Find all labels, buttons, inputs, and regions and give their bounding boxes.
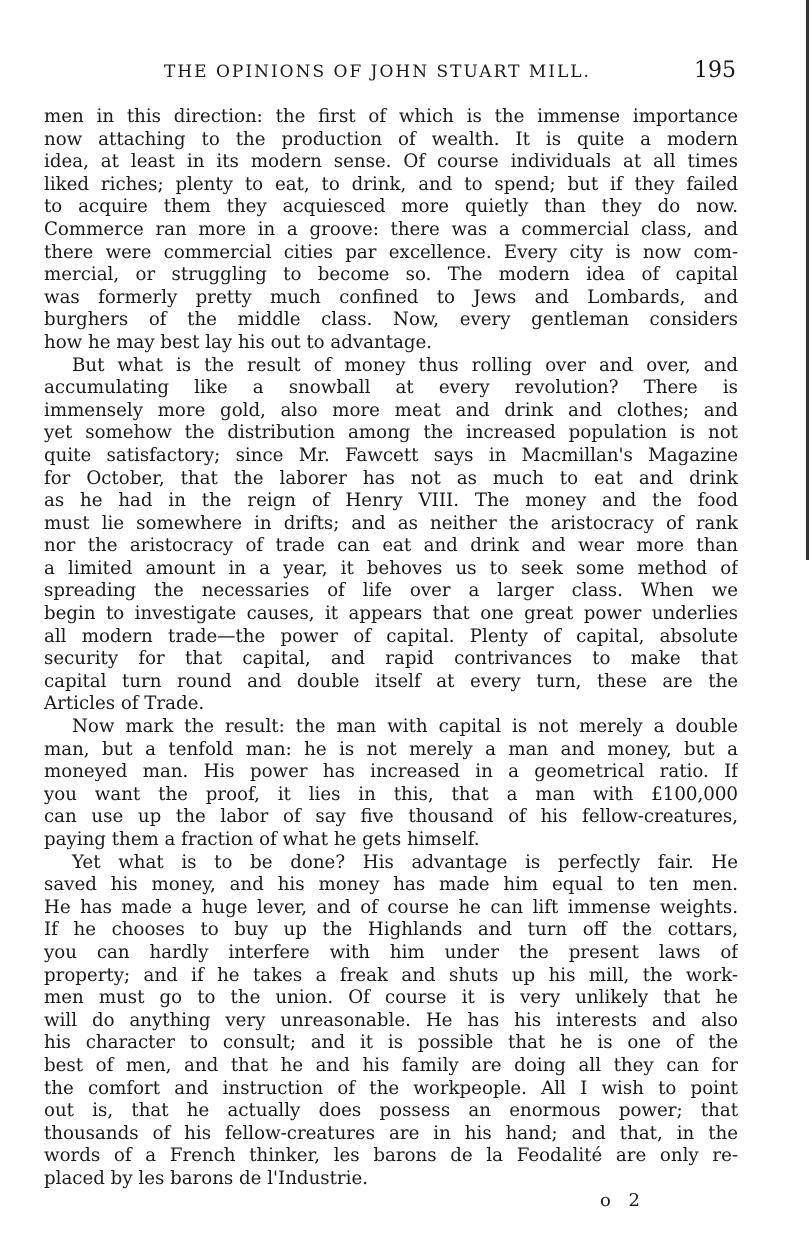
text-line: security for that capital, and rapid contrivances to make that (44, 648, 738, 670)
text-line: a limited amount in a year, it behoves us to seek some method of (44, 557, 738, 579)
text-line: now attaching to the production of wealth. It is quite a modern (44, 128, 738, 150)
running-head (46, 58, 740, 88)
text-line: immensely more gold, also more meat and drink and clothes; and (44, 399, 738, 421)
body-text (44, 106, 738, 1191)
text-line: quite satisfactory; since Mr. Fawcett says in Macmillan's Magazine (44, 444, 738, 466)
text-line: must lie somewhere in drifts; and as neither the aristocracy of rank (44, 512, 738, 534)
text-line: saved his money, and his money has made him equal to ten men. (44, 874, 738, 896)
text-line: there were commercial cities par excellence. Every city is now com- (44, 241, 738, 263)
paragraph-start-line: But what is the result of money thus rolling over and over, and (72, 354, 738, 376)
text-line: man, but a tenfold man: he is not merely a man and money, but a (44, 738, 738, 760)
text-line: you can hardly interfere with him under the present laws of (44, 941, 738, 963)
text-line: idea, at least in its modern sense. Of course individuals at all times (44, 151, 738, 173)
text-line: the comfort and instruction of the workpeople. All I wish to point (44, 1077, 738, 1099)
text-line: men in this direction: the first of which is the immense importance (44, 106, 738, 127)
text-line: was formerly pretty much confined to Jews and Lombards, and (44, 286, 738, 308)
text-line: yet somehow the distribution among the increased population is not (44, 422, 738, 444)
text-line: to acquire them they acquiesced more quietly than they do now. (44, 196, 738, 218)
text-line: as he had in the reign of Henry VIII. The money and the food (44, 490, 738, 512)
text-line: will do anything very unreasonable. He has his interests and also (44, 1009, 738, 1031)
paragraph-start-line: Now mark the result: the man with capital is not merely a double (72, 716, 738, 738)
text-line: thousands of his fellow-creatures are in his hand; and that, in the (44, 1122, 738, 1144)
text-line: you want the proof, it lies in this, that a man with £100,000 (44, 783, 738, 805)
text-line: If he chooses to buy up the Highlands and turn off the cottars, (44, 919, 738, 941)
text-line: men must go to the union. Of course it is very unlikely that he (44, 987, 738, 1009)
text-line: nor the aristocracy of trade can eat and drink and wear more than (44, 535, 738, 557)
signature-mark: o 2 (600, 1190, 647, 1211)
page-number: 195 (694, 58, 736, 83)
text-line: burghers of the middle class. Now, every gentleman considers (44, 309, 738, 331)
text-line: spreading the necessaries of life over a larger class. When we (44, 580, 738, 602)
text-line: how he may best lay his out to advantage. (44, 331, 433, 353)
text-line: moneyed man. His power has increased in a geometrical ratio. If (44, 761, 738, 783)
text-line: capital turn round and double itself at every turn, these are the (44, 670, 738, 692)
paragraph-start-line: Yet what is to be done? His advantage is perfectly fair. He (72, 851, 738, 873)
text-line: best of men, and that he and his family are doing all they can for (44, 1054, 738, 1076)
text-line: accumulating like a snowball at every revolution? There is (44, 377, 738, 399)
text-line: his character to consult; and it is possible that he is one of the (44, 1032, 738, 1054)
text-line: mercial, or struggling to become so. The modern idea of capital (44, 264, 738, 286)
text-line: Commerce ran more in a groove: there was a commercial class, and (44, 218, 738, 240)
text-line: all modern trade—the power of capital. Plenty of capital, absolute (44, 625, 738, 647)
text-line: for October, that the laborer has not as much to eat and drink (44, 467, 738, 489)
text-line: placed by les barons de l'Industrie. (44, 1167, 368, 1189)
text-line: liked riches; plenty to eat, to drink, and to spend; but if they failed (44, 173, 738, 195)
text-line: out is, that he actually does possess an enormous power; that (44, 1100, 738, 1122)
text-line: paying them a fraction of what he gets himself. (44, 829, 480, 850)
text-line: words of a French thinker, les barons de la Feodalité are only re- (44, 1145, 738, 1167)
text-line: He has made a huge lever, and of course he can lift immense weights. (44, 896, 738, 918)
text-line: Articles of Trade. (44, 693, 205, 715)
text-line: can use up the labor of say five thousand of his fellow-creatures, (44, 806, 738, 828)
running-title: THE OPINIONS OF JOHN STUART MILL. (164, 62, 591, 82)
text-line: property; and if he takes a freak and shuts up his mill, the work- (44, 964, 738, 986)
text-line: begin to investigate causes, it appears that one great power underlies (44, 603, 738, 625)
